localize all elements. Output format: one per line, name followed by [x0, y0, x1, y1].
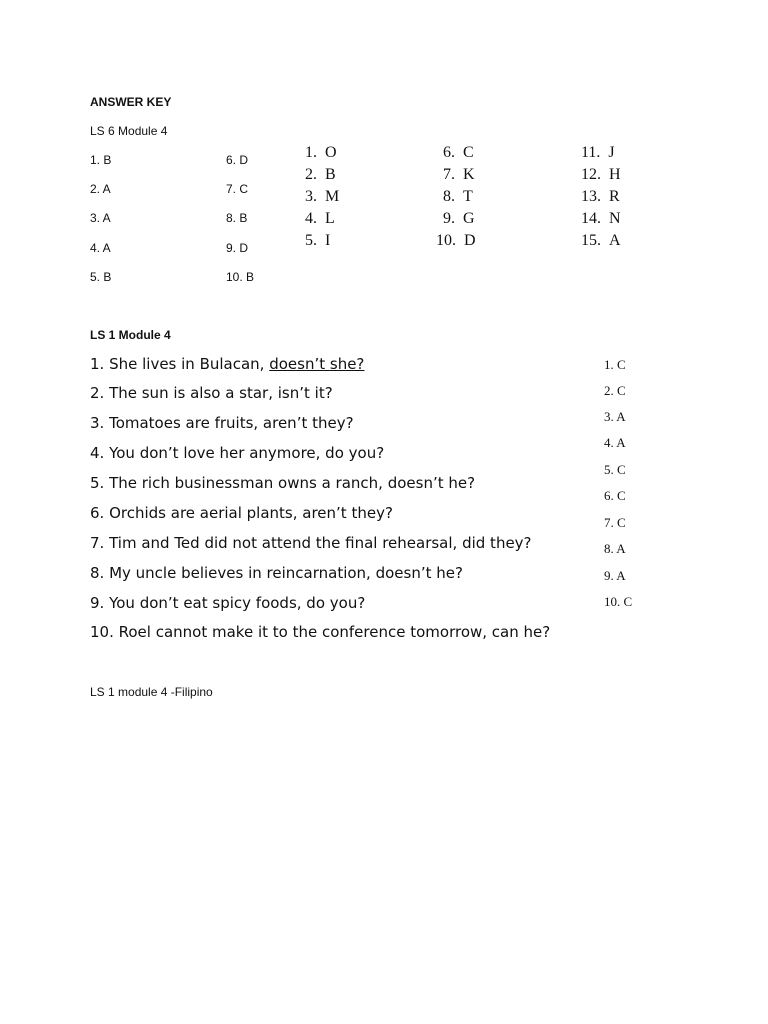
ls1-answer-7: 7. C: [604, 515, 626, 530]
grid-item-5: 5. I: [305, 232, 331, 249]
ls6-module-label: LS 6 Module 4: [90, 124, 168, 138]
grid-item-8: 8. T: [443, 188, 473, 205]
grid-item-15: 15. A: [581, 232, 621, 249]
ls1-answer-5: 5. C: [604, 462, 626, 477]
ls1-answer-8: 8. A: [604, 541, 626, 556]
question-2: 2. The sun is also a star, isn’t it?: [90, 384, 333, 402]
ls6-answer-3: 3. A: [90, 211, 111, 225]
ls1-filipino-label: LS 1 module 4 -Filipino: [90, 685, 213, 699]
grid-item-13: 13. R: [581, 188, 620, 205]
question-3: 3. Tomatoes are fruits, aren’t they?: [90, 414, 354, 432]
ls1-module-label: LS 1 Module 4: [90, 328, 171, 342]
grid-item-6: 6. C: [443, 144, 474, 161]
ls6-answer-6: 6. D: [226, 153, 249, 167]
question-7: 7. Tim and Ted did not attend the final rehearsal, did they?: [90, 534, 532, 552]
ls6-answer-1: 1. B: [90, 153, 112, 167]
grid-item-3: 3. M: [305, 188, 340, 205]
grid-item-2: 2. B: [305, 166, 336, 183]
ls6-answer-5: 5. B: [90, 270, 112, 284]
ls1-answer-9: 9. A: [604, 568, 626, 583]
ls6-answer-10: 10. B: [226, 270, 255, 284]
ls1-answer-3: 3. A: [604, 409, 626, 424]
ls6-answer-8: 8. B: [226, 211, 248, 225]
grid-item-4: 4. L: [305, 210, 335, 227]
question-1: 1. She lives in Bulacan, doesn’t she?: [90, 355, 365, 373]
grid-item-10: 10. D: [436, 232, 476, 249]
ls1-answer-10: 10. C: [604, 594, 633, 609]
question-8: 8. My uncle believes in reincarnation, doesn’t he?: [90, 564, 463, 582]
grid-item-7: 7. K: [443, 166, 475, 183]
ls6-answer-7: 7. C: [226, 182, 249, 196]
question-1-tag: doesn’t she?: [269, 355, 365, 373]
ls6-answer-4: 4. A: [90, 241, 111, 255]
ls1-answer-4: 4. A: [604, 435, 626, 450]
grid-item-9: 9. G: [443, 210, 475, 227]
grid-item-1: 1. O: [305, 144, 337, 161]
ls6-answer-2: 2. A: [90, 182, 111, 196]
ls1-answer-6: 6. C: [604, 488, 626, 503]
question-6: 6. Orchids are aerial plants, aren’t they?: [90, 504, 393, 522]
question-10: 10. Roel cannot make it to the conference tomorrow, can he?: [90, 623, 551, 641]
question-5: 5. The rich businessman owns a ranch, doesn’t he?: [90, 474, 476, 492]
question-9: 9. You don’t eat spicy foods, do you?: [90, 594, 366, 612]
grid-item-12: 12. H: [581, 166, 621, 183]
answer-key-title: ANSWER KEY: [90, 95, 172, 109]
grid-item-11: 11. J: [581, 144, 615, 161]
ls1-answer-2: 2. C: [604, 383, 626, 398]
ls1-answer-1: 1. C: [604, 357, 626, 372]
question-4: 4. You don’t love her anymore, do you?: [90, 444, 385, 462]
grid-item-14: 14. N: [581, 210, 621, 227]
ls6-answer-9: 9. D: [226, 241, 249, 255]
